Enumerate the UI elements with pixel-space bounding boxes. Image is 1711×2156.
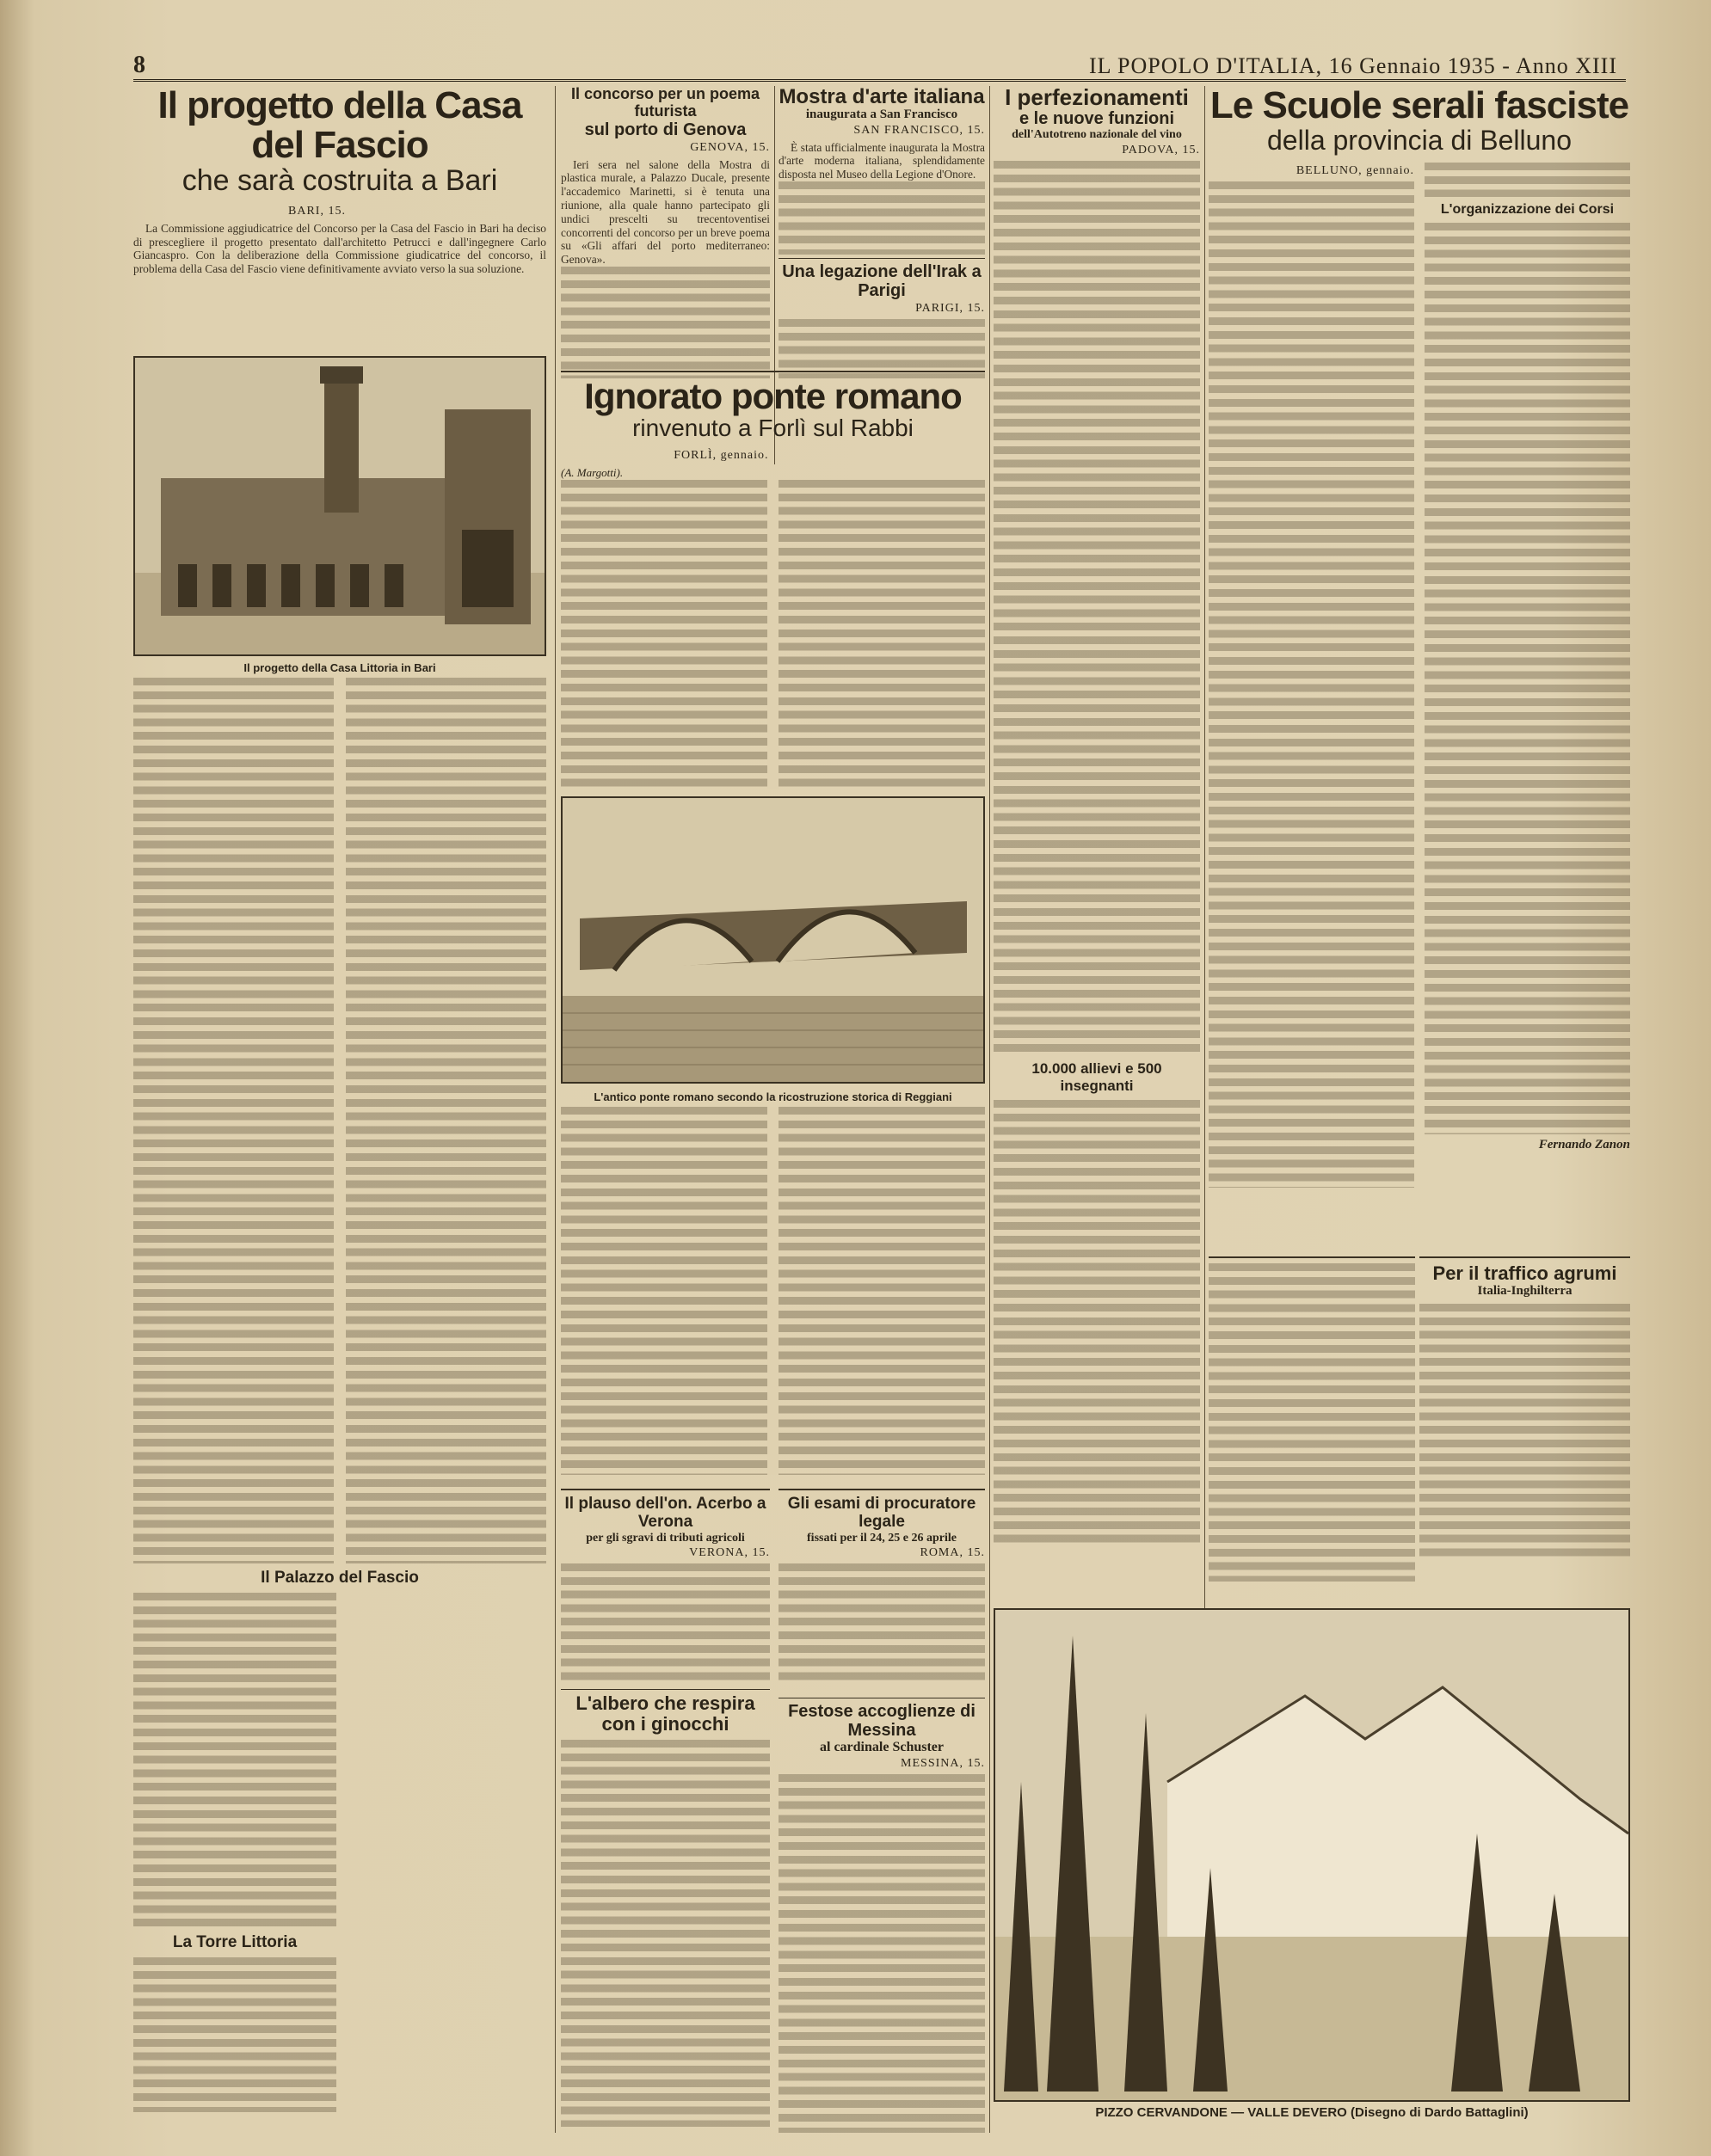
body-text-lower-continuation (1209, 1263, 1415, 1582)
lead-poema: Ieri sera nel salone della Mostra di plastica murale, a Palazzo Ducale, presente l'accademico Marinetti, si è tenuta una riunione, alla quale hanno partecipato gli undici prescelti su trecentoventisei concorrenti del concorso per un breve poema su «Gli affari del porto mediterraneo: Genova». (561, 157, 770, 267)
headline-messina: Festose accoglienze di Messina (788, 1702, 976, 1740)
article-poema-futurista (561, 86, 770, 378)
dateline-roma: ROMA, 15. (920, 1546, 985, 1560)
subhead-messina: al cardinale Schuster (820, 1740, 944, 1754)
body-text-scuole-right (1425, 223, 1630, 1134)
body-text-albero (561, 1740, 770, 2127)
lead-mostra: È stata ufficialmente inaugurata la Mostra d'arte moderna italiana, splendidamente disposta nel Museo della Legione d'Onore. (779, 140, 985, 181)
body-text-torre (133, 1957, 336, 2112)
subhead-mostra: inaugurata a San Francisco (805, 107, 958, 122)
subhead-casa-fascio: che sarà costruita a Bari (182, 164, 498, 198)
subhead-acerbo: per gli sgravi di tributi agricoli (586, 1531, 745, 1545)
continuation-text-lower (1209, 1251, 1415, 1587)
image-casa-littoria (133, 356, 546, 656)
dateline-genova: GENOVA, 15. (690, 140, 770, 154)
headline-esami: Gli esami di procuratore legale (787, 1495, 976, 1531)
dateline-padova: PADOVA, 15. (1122, 143, 1200, 157)
lead-casa-fascio: La Commissione aggiudicatrice del Concorso per la Casa del Fascio in Bari ha deciso di prescegliere il progetto presentato dall'architetto Petrucci e dall'ingegnere Carlo Giancaspro. Con la deliberazione della Commissione giudicatrice del concorso, il problema della Casa del Fascio viene definitivamente avviato verso la sua soluzione. (133, 221, 546, 276)
headline-casa-fascio: Il progetto della Casa del Fascio (157, 86, 522, 167)
subhead-autotreno: dell'Autotreno nazionale del vino (1012, 128, 1182, 142)
article-acerbo-verona (561, 1483, 770, 1681)
body-text-ponte-top (561, 480, 985, 789)
body-text-ponte-bottom (561, 1107, 985, 1475)
body-text-casa-fascio (133, 678, 546, 1563)
article-scuole-serali (1209, 86, 1630, 1238)
dateline-messina: MESSINA, 15. (901, 1756, 985, 1770)
body-text-mostra (779, 181, 985, 255)
article-autotreno (994, 86, 1200, 1582)
article-ponte-romano (561, 365, 985, 1475)
body-text-allievi (994, 1100, 1200, 1547)
subhead-nuove-funzioni: e le nuove funzioni (1019, 109, 1174, 129)
masthead-title: IL POPOLO D'ITALIA, 16 Gennaio 1935 - Anno XIII (1088, 53, 1617, 78)
body-text-autotreno (994, 161, 1200, 1055)
masthead (133, 50, 1626, 82)
subhead-belluno: della provincia di Belluno (1267, 125, 1572, 157)
body-text-agrumi (1419, 1304, 1630, 1562)
caption-casa-littoria: Il progetto della Casa Littoria in Bari (243, 660, 436, 674)
headline-ponte: Ignorato ponte romano (584, 376, 962, 416)
caption-pizzo-cervandone: PIZZO CERVANDONE — VALLE DEVERO (Disegno di Dardo Battaglini) (1095, 2105, 1529, 2120)
body-text-scuole-right-top (1425, 163, 1630, 197)
body-text-acerbo (561, 1563, 770, 1681)
dateline-forli: FORLÌ, gennaio. (674, 448, 769, 462)
article-casa-fascio (133, 86, 546, 2141)
subhead-agrumi: Italia-Inghilterra (1477, 1284, 1573, 1299)
headline-albero: L'albero che respira con i ginocchi (575, 1692, 755, 1735)
body-text-scuole-left (1209, 181, 1414, 1188)
article-messina (779, 1694, 985, 2133)
headline-scuole-serali: Le Scuole serali fasciste (1209, 86, 1629, 126)
byline-ponte: (A. Margotti). (561, 465, 624, 479)
article-agrumi (1419, 1251, 1630, 1587)
caption-ponte: L'antico ponte romano secondo la ricostruzione storica di Reggiani (594, 1090, 952, 1103)
section-torre-littoria: La Torre Littoria (172, 1932, 298, 1951)
body-text-palazzo (133, 1593, 336, 1928)
page-number: 8 (133, 52, 146, 78)
dateline-belluno: BELLUNO, gennaio. (1296, 164, 1414, 178)
section-allievi: 10.000 allievi e 500 insegnanti (1031, 1060, 1162, 1094)
headline-acerbo: Il plauso dell'on. Acerbo a Verona (564, 1495, 766, 1531)
signature-zanon: Fernando Zanon (1538, 1138, 1630, 1152)
headline-irak: Una legazione dell'Irak a Parigi (782, 262, 982, 301)
illustration-pizzo-cervandone (994, 1608, 1630, 2133)
image-pizzo-cervandone (994, 1608, 1630, 2102)
subhead-poema: sul porto di Genova (584, 120, 747, 139)
body-text-esami (779, 1563, 985, 1684)
section-organizzazione-corsi: L'organizzazione dei Corsi (1440, 202, 1615, 218)
body-text-messina (779, 1774, 985, 2133)
dateline-verona: VERONA, 15. (689, 1546, 770, 1560)
section-palazzo-fascio: Il Palazzo del Fascio (261, 1568, 419, 1587)
image-ponte-romano (561, 796, 985, 1084)
body-text-poema (561, 267, 770, 378)
subhead-esami: fissati per il 24, 25 e 26 aprile (807, 1531, 957, 1545)
article-albero (561, 1686, 770, 2133)
headline-agrumi: Per il traffico agrumi (1432, 1262, 1617, 1284)
dateline-san-francisco: SAN FRANCISCO, 15. (853, 123, 985, 137)
article-mostra-arte (779, 86, 985, 378)
headline-mostra: Mostra d'arte italiana (779, 86, 985, 108)
article-esami (779, 1483, 985, 1690)
headline-perfezionamenti: I perfezionamenti (1005, 86, 1189, 110)
headline-poema: Il concorso per un poema futurista (570, 86, 760, 120)
subhead-ponte: rinvenuto a Forlì sul Rabbi (632, 415, 914, 442)
dateline-bari: BARI, 15. (288, 204, 346, 218)
dateline-parigi: PARIGI, 15. (915, 302, 985, 316)
